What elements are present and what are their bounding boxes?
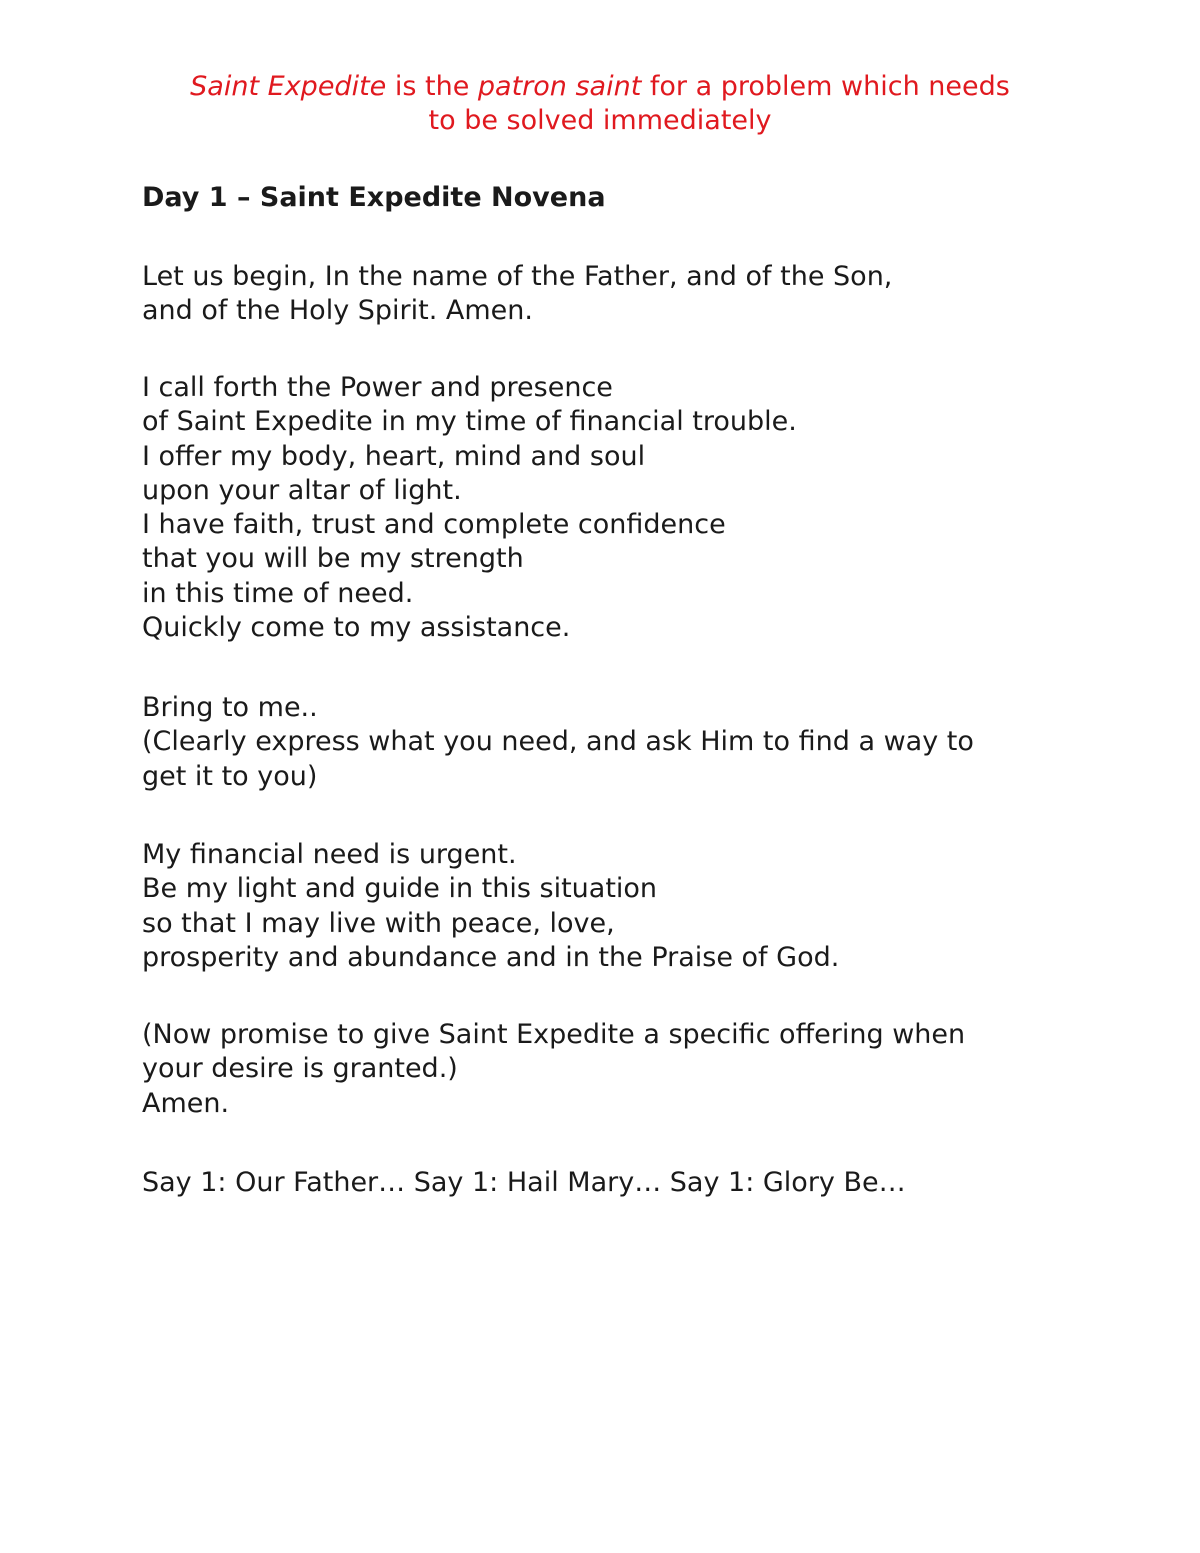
paragraph-need xyxy=(142,838,1102,975)
intro-note xyxy=(140,70,1060,138)
text-line: (Now promise to give Saint Expedite a specific offering when xyxy=(142,1019,966,1050)
text-line: your desire is granted.) xyxy=(142,1053,458,1085)
text-line: I have faith, trust and complete confidence xyxy=(142,509,726,541)
paragraph-promise xyxy=(142,1018,1102,1121)
paragraph-request xyxy=(142,691,1102,794)
text-line: in this time of need. xyxy=(142,577,414,609)
intro-text-a: is the xyxy=(386,71,478,102)
paragraph-prayers xyxy=(142,1166,1102,1200)
text-line: Quickly come to my assistance. xyxy=(142,612,571,644)
text-line: Bring to me.. xyxy=(142,692,318,723)
paragraph-opening xyxy=(142,260,1102,329)
intro-line-1 xyxy=(140,70,1060,104)
text-line: upon your altar of light. xyxy=(142,474,462,506)
text-line: so that I may live with peace, love, xyxy=(142,907,615,939)
paragraph-invocation xyxy=(142,371,1102,645)
text-line: I call forth the Power and presence xyxy=(142,372,613,403)
text-line: My financial need is urgent. xyxy=(142,839,517,870)
text-line: get it to you) xyxy=(142,760,318,792)
text-line: of Saint Expedite in my time of financial trouble. xyxy=(142,406,797,438)
intro-saint-name: Saint Expedite xyxy=(190,71,387,102)
text-line: I offer my body, heart, mind and soul xyxy=(142,440,646,472)
text-line: prosperity and abundance and in the Praise of God. xyxy=(142,941,840,973)
text-line: Be my light and guide in this situation xyxy=(142,873,658,905)
intro-line-2: to be solved immediately xyxy=(428,105,772,136)
text-line: (Clearly express what you need, and ask Him to find a way to xyxy=(142,726,974,758)
text-line: Let us begin, In the name of the Father, and of the Son, xyxy=(142,261,893,292)
intro-patron-saint: patron saint xyxy=(477,71,642,102)
text-line: Say 1: Our Father… Say 1: Hail Mary… Say 1: Glory Be… xyxy=(142,1167,906,1198)
text-line: Amen. xyxy=(142,1087,230,1119)
intro-text-b: for a problem which needs xyxy=(641,71,1010,102)
page-title: Day 1 – Saint Expedite Novena xyxy=(142,182,606,213)
text-line: that you will be my strength xyxy=(142,543,524,575)
text-line: and of the Holy Spirit. Amen. xyxy=(142,295,533,327)
